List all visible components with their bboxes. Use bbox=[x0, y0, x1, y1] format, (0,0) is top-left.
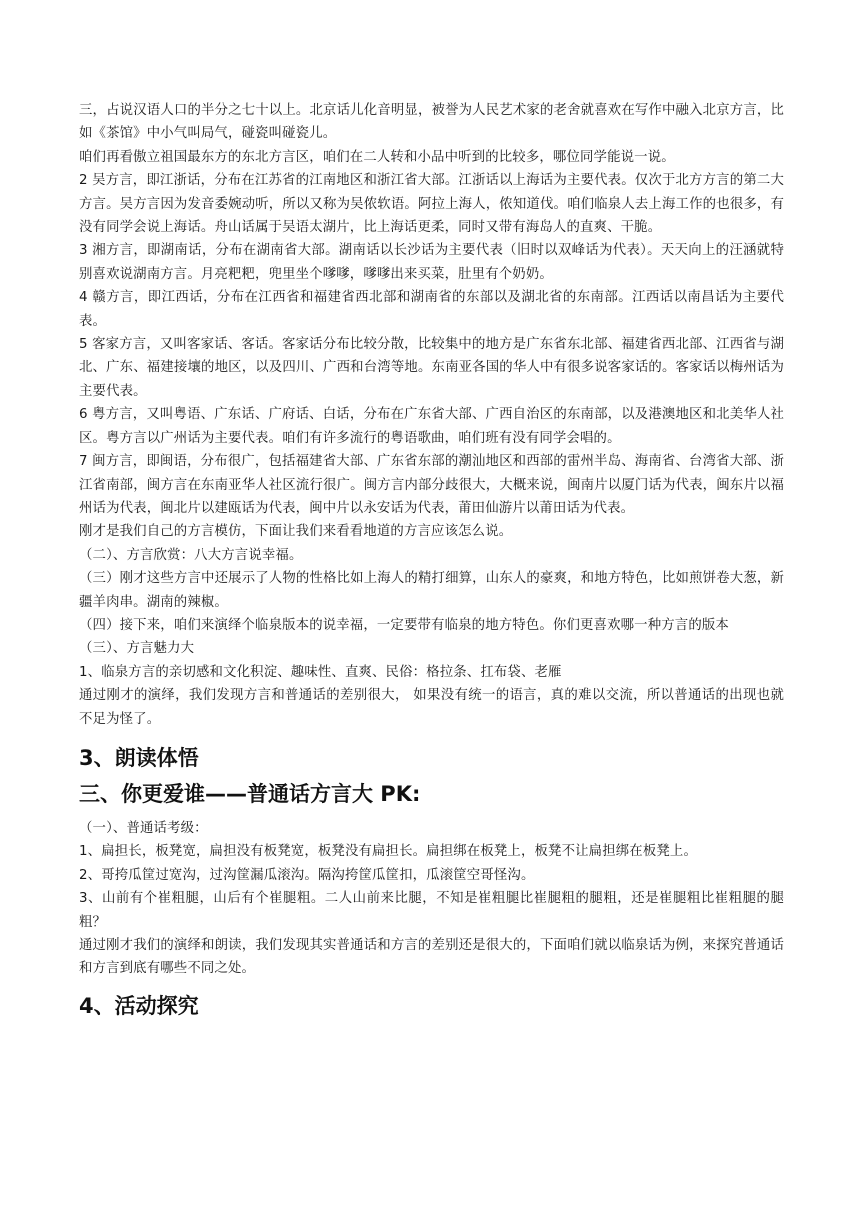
paragraph-tongue-twister-3: 3、山前有个崔粗腿，山后有个崔腿粗。二人山前来比腿，不知是崔粗腿比崔腿粗的腿粗，还是崔腿粗比崔粗腿的腿粗？ bbox=[79, 891, 784, 930]
paragraph-charm-heading: （三）、方言魅力大 bbox=[79, 641, 195, 657]
paragraph-xiang-dialect: 3 湘方言，即湖南话，分布在湖南省大部。湖南话以长沙话为主要代表（旧时以双峰话为代表）。天天向上的汪涵就特别喜欢说湖南方言。月亮粑粑，兜里坐个嗲嗲，嗲嗲出来买菜，肚里有个奶奶。 bbox=[79, 243, 784, 282]
paragraph-min-dialect: 7 闽方言，即闽语，分布很广，包括福建省大部、广东省东部的潮汕地区和西部的雷州半岛、海南省、台湾省大部、浙江省南部，闽方言在东南亚华人社区流行很广。闽方言内部分歧很大，大概来说，闽南片以厦门话为代表，闽东片以福州话为代表，闽北片以建瓯话为代表，闽中片以永安话为代表，莆田仙游片以莆田话为代表。 bbox=[79, 454, 784, 516]
section-heading-activity: 4、活动探究 bbox=[79, 993, 199, 1018]
paragraph-linquan-version: （四）接下来，咱们来演绎个临泉版本的说幸福，一定要带有临泉的地方特色。你们更喜欢哪一种方言的版本 bbox=[79, 617, 729, 633]
paragraph-northeast-dialect: 咱们再看傲立祖国最东方的东北方言区，咱们在二人转和小品中听到的比较多，哪位同学能说一说。 bbox=[79, 149, 675, 165]
section-heading-reading: 3、朗读体悟 bbox=[79, 745, 199, 770]
paragraph-exam-heading: （一）、普通话考级： bbox=[79, 820, 208, 836]
paragraph-character: （三）刚才这些方言中还展示了人物的性格比如上海人的精打细算，山东人的豪爽，和地方特色，比如煎饼卷大葱，新疆羊肉串。湖南的辣椒。 bbox=[79, 571, 784, 610]
document-body bbox=[79, 99, 784, 1027]
paragraph-wu-dialect: 2 吴方言，即江浙话，分布在江苏省的江南地区和浙江省大部。江浙话以上海话为主要代表。仅次于北方方言的第二大方言。吴方言因为发音委婉动听，所以又称为吴侬软语。阿拉上海人，侬知道伐。咱们临泉人去上海工作的也很多，有没有同学会说上海话。舟山话属于吴语太湖片，比上海话更柔，同时又带有海岛人的直爽、干脆。 bbox=[79, 173, 784, 236]
paragraph-gan-dialect: 4 赣方言，即江西话，分布在江西省和福建省西北部和湖南省的东部以及湖北省的东南部。江西话以南昌话为主要代表。 bbox=[79, 290, 784, 329]
paragraph-beijing-dialect: 三，占说汉语人口的半分之七十以上。北京话儿化音明显，被誉为人民艺术家的老舍就喜欢在写作中融入北京方言，比如《茶馆》中小气叫局气，碰瓷叫碰瓷儿。 bbox=[79, 103, 784, 142]
paragraph-tongue-twister-2: 2、哥挎瓜筐过宽沟，过沟筐漏瓜滚沟。隔沟挎筐瓜筐扣，瓜滚筐空哥怪沟。 bbox=[79, 867, 535, 883]
paragraph-comparison: 通过刚才我们的演绎和朗读，我们发现其实普通话和方言的差别还是很大的，下面咱们就以临泉话为例，来探究普通话和方言到底有哪些不同之处。 bbox=[79, 938, 784, 977]
paragraph-tongue-twister-1: 1、扁担长，板凳宽，扁担没有板凳宽，板凳没有扁担长。扁担绑在板凳上，板凳不让扁担绑在板凳上。 bbox=[79, 844, 697, 860]
paragraph-hakka-dialect: 5 客家方言，又叫客家话、客话。客家话分布比较分散，比较集中的地方是广东省东北部、福建省西北部、江西省与湖北、广东、福建接壤的地区，以及四川、广西和台湾等地。东南亚各国的华人中有很多说客家话的。客家话以梅州话为主要代表。 bbox=[79, 337, 784, 399]
paragraph-imitation: 刚才是我们自己的方言模仿，下面让我们来看看地道的方言应该怎么说。 bbox=[79, 524, 513, 540]
section-heading-pk: 三、你更爱谁——普通话方言大 PK: bbox=[79, 781, 421, 806]
paragraph-appreciation: （二）、方言欣赏：八大方言说幸福。 bbox=[79, 547, 303, 563]
paragraph-linquan-features: 1、临泉方言的亲切感和文化积淀、趣味性、直爽、民俗：格拉条、扛布袋、老雁 bbox=[79, 664, 562, 680]
paragraph-yue-dialect: 6 粤方言，又叫粤语、广东话、广府话、白话，分布在广东省大部、广西自治区的东南部，以及港澳地区和北美华人社区。粤方言以广州话为主要代表。咱们有许多流行的粤语歌曲，咱们班有没有同学会唱的。 bbox=[79, 407, 784, 446]
paragraph-conclusion: 通过刚才的演绎，我们发现方言和普通话的差别很大， 如果没有统一的语言，真的难以交流，所以普通话的出现也就不足为怪了。 bbox=[79, 688, 784, 727]
